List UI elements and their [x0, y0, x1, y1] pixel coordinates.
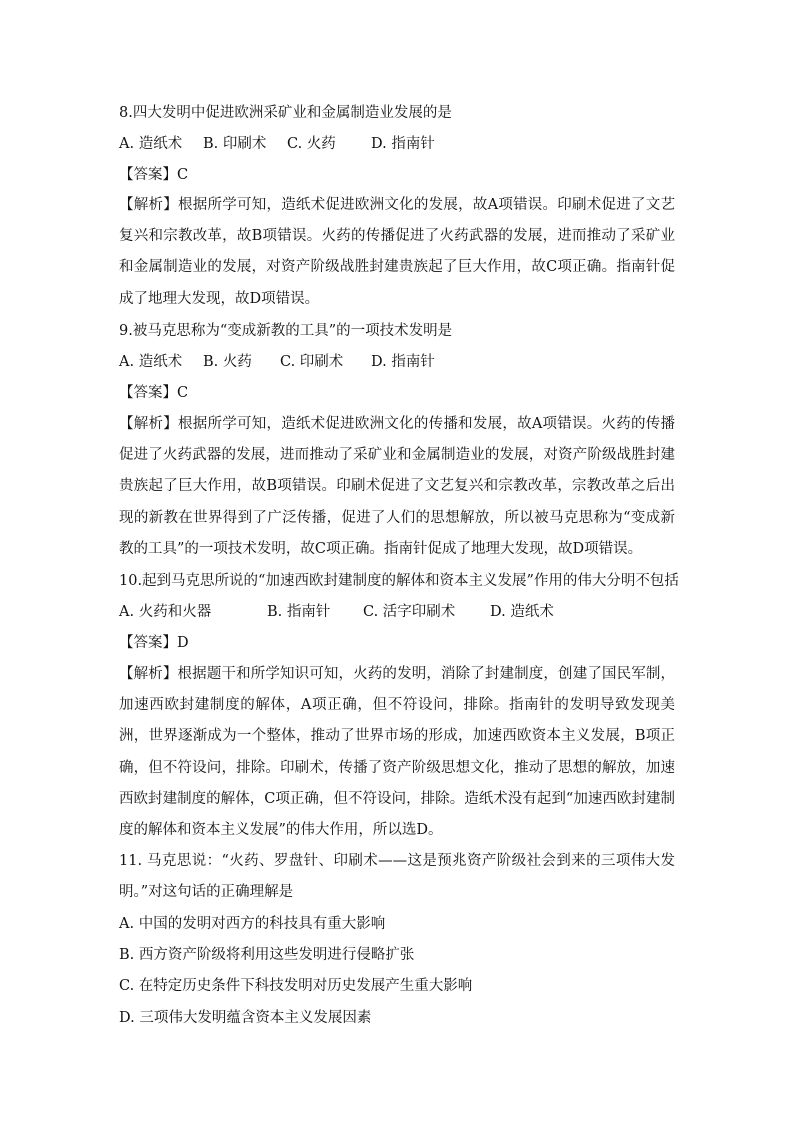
q8-option-c: C. 火药 — [287, 136, 336, 152]
q10-option-c: C. 活字印刷术 — [363, 604, 456, 620]
q9-options — [119, 352, 435, 372]
q9-analysis-text: 根据所学可知，造纸术促进欧洲文化的传播和发展，故A项错误。火药的传播促进了火药武器的发展，进而推动了采矿业和金属制造业的发展，对资产阶级战胜封建贵族起了巨大作用，故B项错误。印刷术促进了文艺复兴和宗教改革，宗教改革之后出现的新教在世界得到了广泛传播，促进了人们的思想解放，所以被马克思称为“变成新教的工具”的一项技术发明，故C项正确。指南针促成了地理大发现，故D项错误。 — [119, 416, 676, 557]
q10-answer: 【答案】D — [119, 635, 189, 651]
q9-stem: 9.被马克思称为“变成新教的工具”的一项技术发明是 — [119, 323, 453, 339]
q10-options — [119, 602, 554, 622]
q11-option-a: A. 中国的发明对西方的科技具有重大影响 — [119, 916, 386, 932]
q10-stem: 10.起到马克思所说的“加速西欧封建制度的解体和资本主义发展”作用的伟大分明不包括 — [119, 573, 679, 589]
q9-option-c: C. 印刷术 — [280, 354, 344, 370]
q11-option-c: C. 在特定历史条件下科技发明对历史发展产生重大影响 — [119, 978, 473, 994]
q9-analysis — [119, 409, 675, 565]
q8-option-a: A. 造纸术 — [119, 136, 183, 152]
q8-stem: 8.四大发明中促进欧洲采矿业和金属制造业发展的是 — [119, 105, 452, 121]
q10-option-a: A. 火药和火器 — [119, 604, 212, 620]
q9-option-d: D. 指南针 — [371, 354, 435, 370]
q10-analysis-text: 根据题干和所学知识可知，火药的发明，消除了封建制度，创建了国民军制，加速西欧封建制度的解体，A项正确，但不符设问，排除。指南针的发明导致发现美洲，世界逐渐成为一个整体，推动了世界市场的形成，加速西欧资本主义发展，B项正确，但不符设问，排除。印刷术，传播了资产阶级思想文化，推动了思想的解放，加速西欧封建制度的解体，C项正确，但不符设问，排除。造纸术没有起到“加速西欧封建制度的解体和资本主义发展”的伟大作用，所以选D。 — [119, 666, 676, 839]
q9-option-a: A. 造纸术 — [119, 354, 183, 370]
q10-option-b: B. 指南针 — [267, 604, 331, 620]
q11-option-d: D. 三项伟大发明蕴含资本主义发展因素 — [119, 1010, 372, 1026]
q9-analysis-label: 【解析】 — [119, 416, 178, 432]
q8-options — [119, 134, 435, 154]
q8-analysis-label: 【解析】 — [119, 197, 178, 213]
q8-answer: 【答案】C — [119, 167, 189, 183]
q9-answer: 【答案】C — [119, 385, 189, 401]
q10-analysis — [119, 659, 675, 846]
q11-stem: 11. 马克思说：“火药、罗盘针、印刷术——这是预兆资产阶级社会到来的三项伟大发明。”对这句话的正确理解是 — [119, 853, 675, 901]
q8-option-b: B. 印刷术 — [203, 136, 267, 152]
q10-option-d: D. 造纸术 — [490, 604, 554, 620]
q9-option-b: B. 火药 — [203, 354, 252, 370]
q8-analysis — [119, 190, 675, 315]
q11-option-b: B. 西方资产阶级将利用这些发明进行侵略扩张 — [119, 947, 415, 963]
q10-analysis-label: 【解析】 — [119, 666, 178, 682]
q8-analysis-text: 根据所学可知，造纸术促进欧洲文化的发展，故A项错误。印刷术促进了文艺复兴和宗教改革，故B项错误。火药的传播促进了火药武器的发展，进而推动了采矿业和金属制造业的发展，对资产阶级战胜封建贵族起了巨大作用，故C项正确。指南针促成了地理大发现，故D项错误。 — [119, 197, 676, 307]
q8-option-d: D. 指南针 — [371, 136, 435, 152]
